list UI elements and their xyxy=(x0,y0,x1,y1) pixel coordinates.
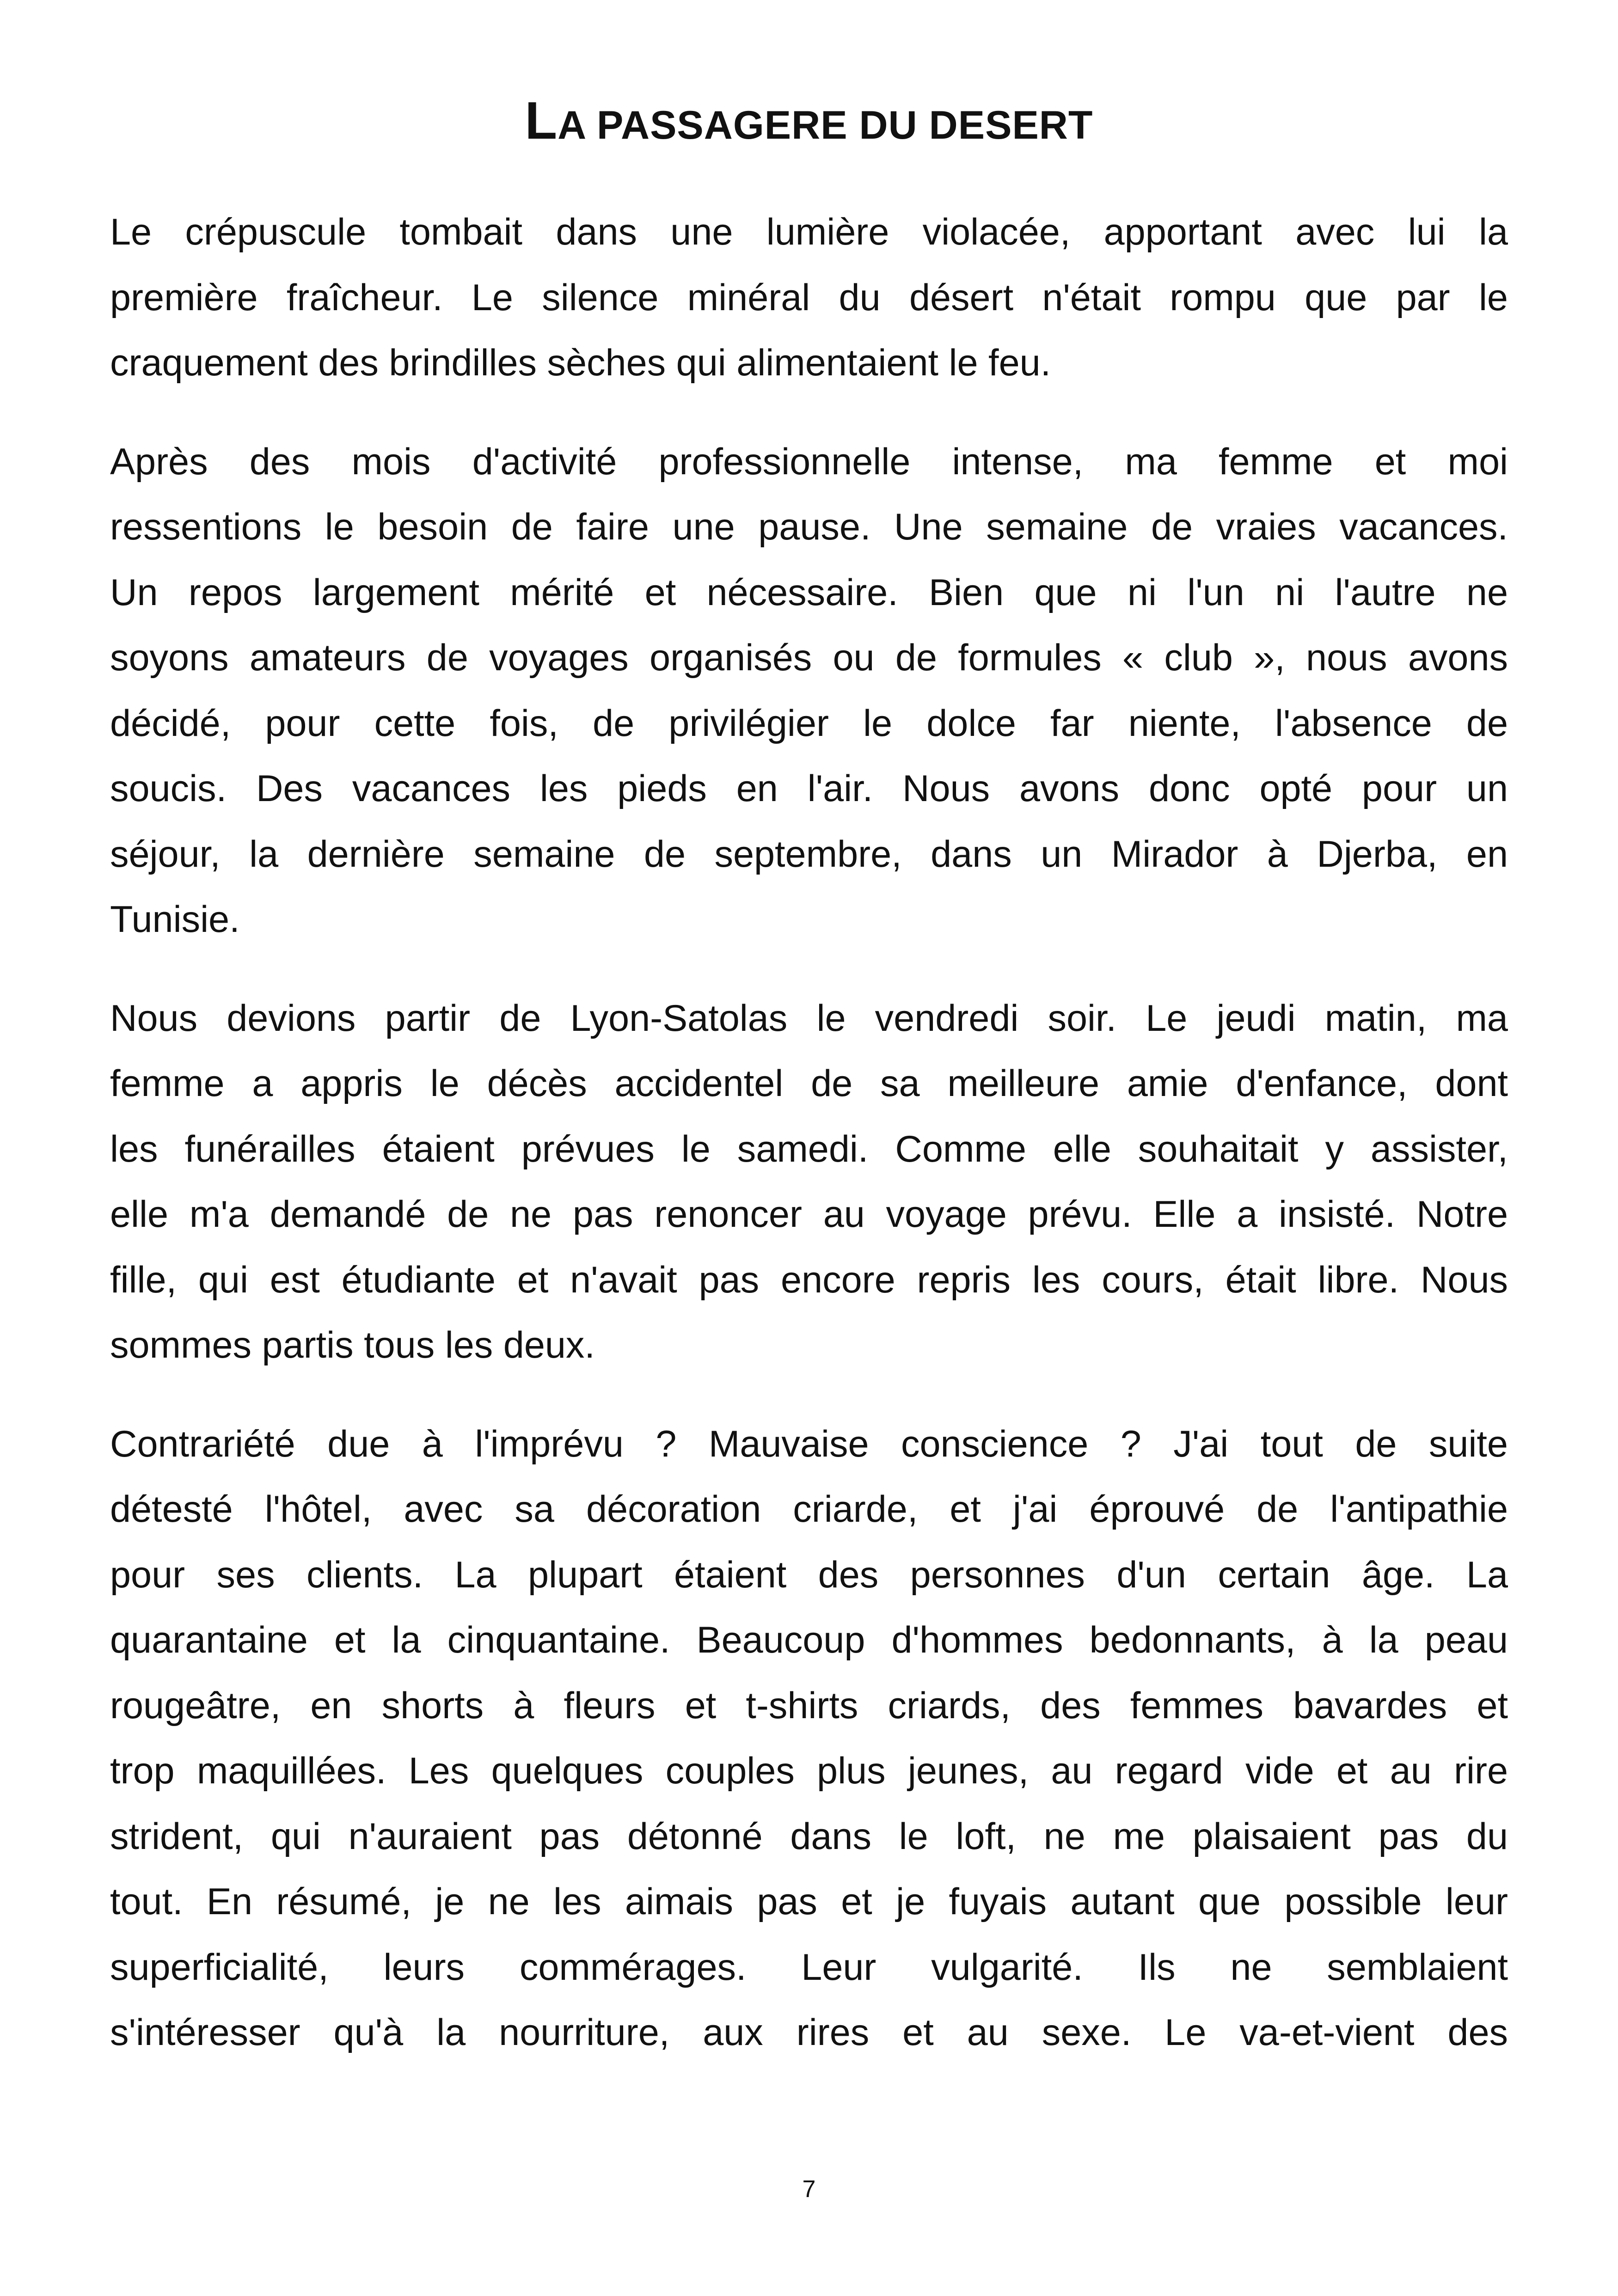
chapter-title-initial: L xyxy=(525,92,558,150)
paragraph-3 xyxy=(110,986,1508,1378)
text-line: Tunisie. xyxy=(110,899,240,940)
text-line: Nous devions partir de Lyon-Satolas le vendredi soir. Le jeudi matin, ma xyxy=(110,997,1508,1039)
text-line: trop maquillées. Les quelques couples plus jeunes, au regard vide et au rire xyxy=(110,1750,1508,1792)
text-line: s'intéresser qu'à la nourriture, aux rires et au sexe. Le va-et-vient des xyxy=(110,2012,1508,2053)
text-line: décidé, pour cette fois, de privilégier le dolce far niente, l'absence de xyxy=(110,702,1508,744)
paragraph-1 xyxy=(110,200,1508,396)
paragraph-4 xyxy=(110,1412,1508,2066)
text-line: pour ses clients. La plupart étaient des personnes d'un certain âge. La xyxy=(110,1554,1508,1596)
text-line: craquement des brindilles sèches qui alimentaient le feu. xyxy=(110,342,1051,384)
text-line: soyons amateurs de voyages organisés ou de formules « club », nous avons xyxy=(110,637,1508,679)
text-line: détesté l'hôtel, avec sa décoration criarde, et j'ai éprouvé de l'antipathie xyxy=(110,1488,1508,1530)
text-line: soucis. Des vacances les pieds en l'air. Nous avons donc opté pour un xyxy=(110,768,1508,809)
text-line: tout. En résumé, je ne les aimais pas et je fuyais autant que possible leur xyxy=(110,1881,1508,1923)
text-line: première fraîcheur. Le silence minéral du désert n'était rompu que par le xyxy=(110,276,1508,318)
chapter-title xyxy=(0,92,1618,150)
text-line: Un repos largement mérité et nécessaire. Bien que ni l'un ni l'autre ne xyxy=(110,571,1508,613)
text-line: ressentions le besoin de faire une pause. Une semaine de vraies vacances. xyxy=(110,506,1508,548)
text-line: Après des mois d'activité professionnelle intense, ma femme et moi xyxy=(110,441,1508,483)
text-line: quarantaine et la cinquantaine. Beaucoup d'hommes bedonnants, à la peau xyxy=(110,1619,1508,1661)
text-line: Le crépuscule tombait dans une lumière violacée, apportant avec lui la xyxy=(110,211,1508,253)
text-line: Contrariété due à l'imprévu ? Mauvaise conscience ? J'ai tout de suite xyxy=(110,1423,1508,1465)
text-line: sommes partis tous les deux. xyxy=(110,1324,595,1366)
text-line: femme a appris le décès accidentel de sa meilleure amie d'enfance, dont xyxy=(110,1063,1508,1104)
text-line: superficialité, leurs commérages. Leur vulgarité. Ils ne semblaient xyxy=(110,1946,1508,1988)
page-number: 7 xyxy=(802,2176,816,2203)
text-line: fille, qui est étudiante et n'avait pas encore repris les cours, était libre. Nous xyxy=(110,1259,1508,1301)
text-line: séjour, la dernière semaine de septembre, dans un Mirador à Djerba, en xyxy=(110,833,1508,875)
paragraph-2 xyxy=(110,429,1508,953)
text-line: strident, qui n'auraient pas détonné dans le loft, ne me plaisaient pas du xyxy=(110,1815,1508,1857)
text-line: les funérailles étaient prévues le samedi. Comme elle souhaitait y assister, xyxy=(110,1128,1508,1170)
body-text xyxy=(110,200,1508,2099)
text-line: rougeâtre, en shorts à fleurs et t-shirts criards, des femmes bavardes et xyxy=(110,1684,1508,1727)
text-line: elle m'a demandé de ne pas renoncer au voyage prévu. Elle a insisté. Notre xyxy=(110,1194,1508,1235)
chapter-title-rest: A PASSAGERE DU DESERT xyxy=(558,103,1093,147)
